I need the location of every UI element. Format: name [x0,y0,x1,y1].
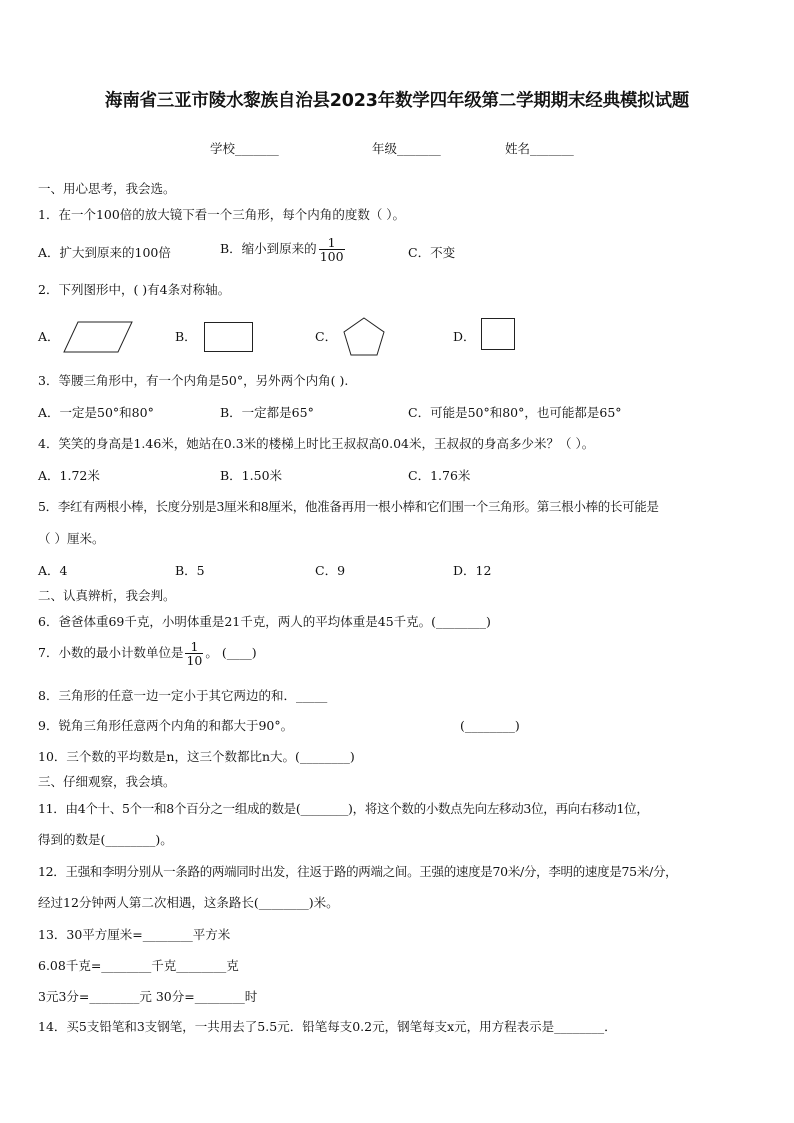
fraction-denominator: 10 [186,653,203,668]
question-3-option-b: B．一定都是65° [220,405,314,420]
question-7-text: 7．小数的最小计数单位是 [38,645,184,660]
section-heading-1: 一、用心思考，我会选。 [38,181,176,196]
section-heading-2: 二、认真辨析，我会判。 [38,588,176,603]
question-2-option-a: A． [38,329,60,344]
question-2-option-c: C． [315,329,338,344]
question-5-stem-line1: 5．李红有两根小棒，长度分别是3厘米和8厘米，他准备再用一根小棒和它们围一个三角形。第三根小棒的长可能是 [38,499,659,514]
question-2-stem: 2．下列图形中，( )有4条对称轴。 [38,282,231,297]
question-2-option-d: D． [453,329,476,344]
fraction-numerator: 1 [185,640,203,654]
fraction-numerator: 1 [319,236,345,250]
parallelogram-shape [62,320,134,354]
question-8: 8．三角形的任意一边一定小于其它两边的和．_____ [38,688,328,703]
question-5-option-d: D．12 [453,563,492,578]
question-13-line1: 13．30平方厘米=________平方米 [38,927,231,942]
question-11-line1: 11．由4个十、5个一和8个百分之一组成的数是(________)，将这个数的小数点先向左移动3位，再向右移动1位， [38,801,649,816]
pentagon-shape [341,316,387,358]
name-field: 姓名_______ [505,141,574,156]
question-4-option-a: A．1.72米 [38,468,100,483]
question-1-option-c: C．不变 [408,245,456,260]
section-heading-3: 三、仔细观察，我会填。 [38,774,176,789]
question-3-stem: 3．等腰三角形中，有一个内角是50°，另外两个内角( ). [38,373,349,388]
question-2-option-b: B． [175,329,197,344]
question-7-blank: 。 (____) [205,645,257,660]
rectangle-shape [203,321,255,354]
fraction [185,640,203,667]
question-7 [38,640,257,667]
fraction-denominator: 100 [319,249,344,264]
question-6: 6．爸爸体重69千克，小明体重是21千克，两人的平均体重是45千克。(________) [38,614,491,629]
question-3-option-a: A．一定是50°和80° [38,405,154,420]
school-field: 学校_______ [210,141,279,156]
question-12-line2: 经过12分钟两人第二次相遇，这条路长(________)米。 [38,895,339,910]
question-5-stem-line2: （ ）厘米。 [38,531,105,546]
question-5-option-a: A．4 [38,563,68,578]
question-9-stem: 9．锐角三角形任意两个内角的和都大于90°。 [38,718,294,733]
question-13-line3: 3元3分=________元 30分=________时 [38,989,258,1004]
question-14: 14．买5支铅笔和3支钢笔，一共用去了5.5元．铅笔每支0.2元，钢笔每支x元，用方程表示是________． [38,1019,617,1034]
page-title: 海南省三亚市陵水黎族自治县2023年数学四年级第二学期期末经典模拟试题 [104,91,690,111]
question-1-stem: 1．在一个100倍的放大镜下看一个三角形，每个内角的度数（ ）。 [38,207,406,222]
question-9-blank: (________) [460,718,520,733]
question-1-option-a: A．扩大到原来的100倍 [38,245,171,260]
grade-field: 年级_______ [372,141,441,156]
question-12-line1: 12．王强和李明分别从一条路的两端同时出发，往返于路的两端之间。王强的速度是70米/分，李明的速度是75米/分， [38,864,678,879]
question-10: 10．三个数的平均数是n，这三个数都比n大。(________) [38,749,355,764]
question-4-option-b: B．1.50米 [220,468,283,483]
square-shape [480,317,517,352]
question-13-line2: 6.08千克=________千克________克 [38,958,239,973]
fraction [319,236,345,263]
question-1-option-b [220,236,347,263]
question-4-stem: 4．笑笑的身高是1.46米，她站在0.3米的楼梯上时比王叔叔高0.04米，王叔叔的身高多少米？（ ）。 [38,436,595,451]
question-11-line2: 得到的数是(________)。 [38,832,173,847]
option-b-text: B．缩小到原来的 [220,241,317,256]
question-3-option-c: C．可能是50°和80°，也可能都是65° [408,405,622,420]
question-5-option-b: B．5 [175,563,205,578]
question-5-option-c: C．9 [315,563,346,578]
question-4-option-c: C．1.76米 [408,468,471,483]
